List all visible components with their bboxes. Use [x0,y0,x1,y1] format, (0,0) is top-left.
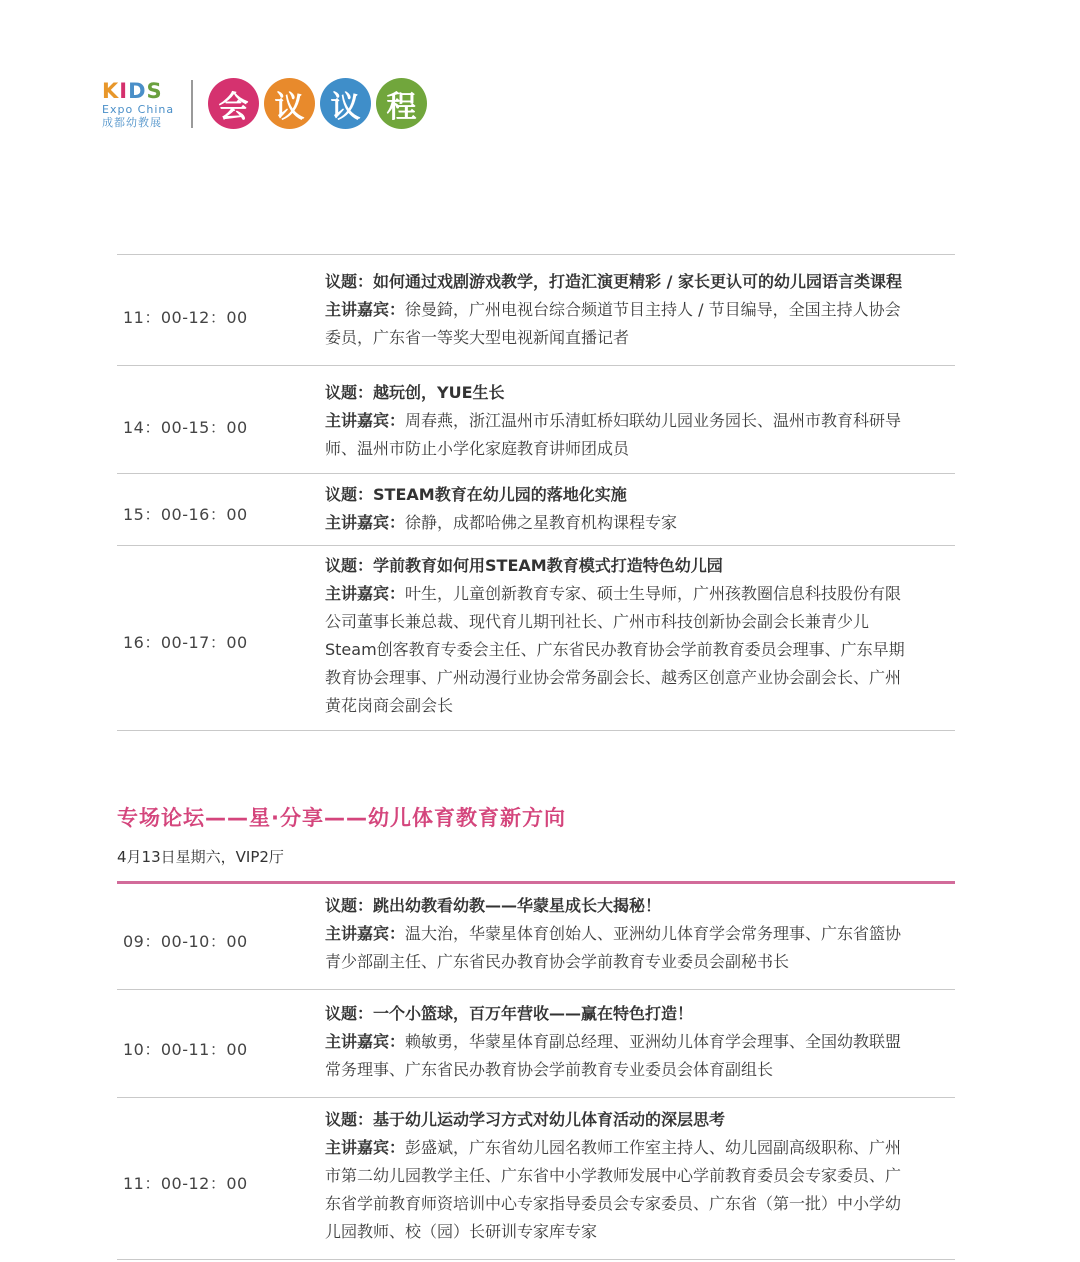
session-speaker: 主讲嘉宾：徐静，成都哈佛之星教育机构课程专家 [325,513,678,532]
session-time: 16：00-17：00 [123,632,248,652]
session-time: 11：00-12：00 [123,1174,248,1193]
agenda-row [117,1098,955,1260]
agenda-row [117,990,955,1098]
agenda-row [117,474,955,546]
agenda-row [117,546,955,731]
expo-logo [102,80,178,130]
session-topic: 议题：如何通过戏剧游戏教学，打造汇演更精彩 / 家长更认可的幼儿园语言类课程 [325,272,903,291]
agenda-table-1 [117,254,955,731]
agenda-row [117,884,955,990]
title-char: 程 [376,78,427,129]
session-topic: 议题：越玩创，YUE生长 [325,383,505,402]
session-speaker: 主讲嘉宾：周春燕，浙江温州市乐清虹桥妇联幼儿园业务园长、温州市教育科研导师、温州市防止小学化家庭教育讲师团成员 [325,411,902,458]
session-time: 11：00-12：00 [123,308,248,327]
section-date-venue: 4月13日星期六，VIP2厅 [117,848,284,866]
session-time: 10：00-11：00 [123,1040,248,1059]
session-time: 09：00-10：00 [123,932,248,951]
agenda-table-2 [117,884,955,1260]
session-topic: 议题：跳出幼教看幼教——华蒙星成长大揭秘！ [325,896,662,915]
session-speaker: 主讲嘉宾：赖敏勇，华蒙星体育副总经理、亚洲幼儿体育学会理事、全国幼教联盟常务理事、广东省民办教育协会学前教育专业委员会体育副组长 [325,1032,902,1079]
session-topic: 议题：学前教育如何用STEAM教育模式打造特色幼儿园 [325,556,723,575]
session-topic: 议题：一个小篮球，百万年营收——赢在特色打造！ [325,1004,694,1023]
title-char: 议 [264,78,315,129]
session-time: 15：00-16：00 [123,504,248,524]
agenda-row [117,255,955,366]
session-time: 14：00-15：00 [123,417,248,437]
session-speaker: 主讲嘉宾：叶生，儿童创新教育专家、硕士生导师，广州孩教圈信息科技股份有限公司董事长兼总裁、现代育儿期刊社长、广州市科技创新协会副会长兼青少儿Steam创客教育专委会主任、广东省民办教育协会学前教育委员会理事、广东早期教育协会理事、广州动漫行业协会常务副会长、越秀区创意产业协会副会长、广州黄花岗商会副会长 [325,584,905,715]
session-speaker: 主讲嘉宾：彭盛斌，广东省幼儿园名教师工作室主持人、幼儿园副高级职称、广州市第二幼儿园教学主任、广东省中小学教师发展中心学前教育委员会专家委员、广东省学前教育师资培训中心专家指导委员会专家委员、广东省（第一批）中小学幼儿园教师、校（园）长研训专家库专家 [325,1138,902,1241]
logo-expo-text: Expo China [102,103,175,116]
section-title: 专场论坛——星·分享——幼儿体育教育新方向 [117,806,566,830]
page-title [208,78,427,129]
session-speaker: 主讲嘉宾：温大治，华蒙星体育创始人、亚洲幼儿体育学会常务理事、广东省篮协青少部副主任、广东省民办教育协会学前教育专业委员会副秘书长 [325,924,902,971]
logo-kids-wordmark: KIDS [102,79,163,103]
header-divider [191,80,193,128]
session-topic: 议题：基于幼儿运动学习方式对幼儿体育活动的深层思考 [325,1110,726,1129]
agenda-row [117,366,955,474]
logo-cn-name: 成都幼教展 [102,116,162,129]
session-topic: 议题：STEAM教育在幼儿园的落地化实施 [325,485,627,504]
title-char: 议 [320,78,371,129]
title-char: 会 [208,78,259,129]
session-speaker: 主讲嘉宾：徐曼錡，广州电视台综合频道节目主持人 / 节目编导，全国主持人协会委员，广东省一等奖大型电视新闻直播记者 [325,300,901,347]
